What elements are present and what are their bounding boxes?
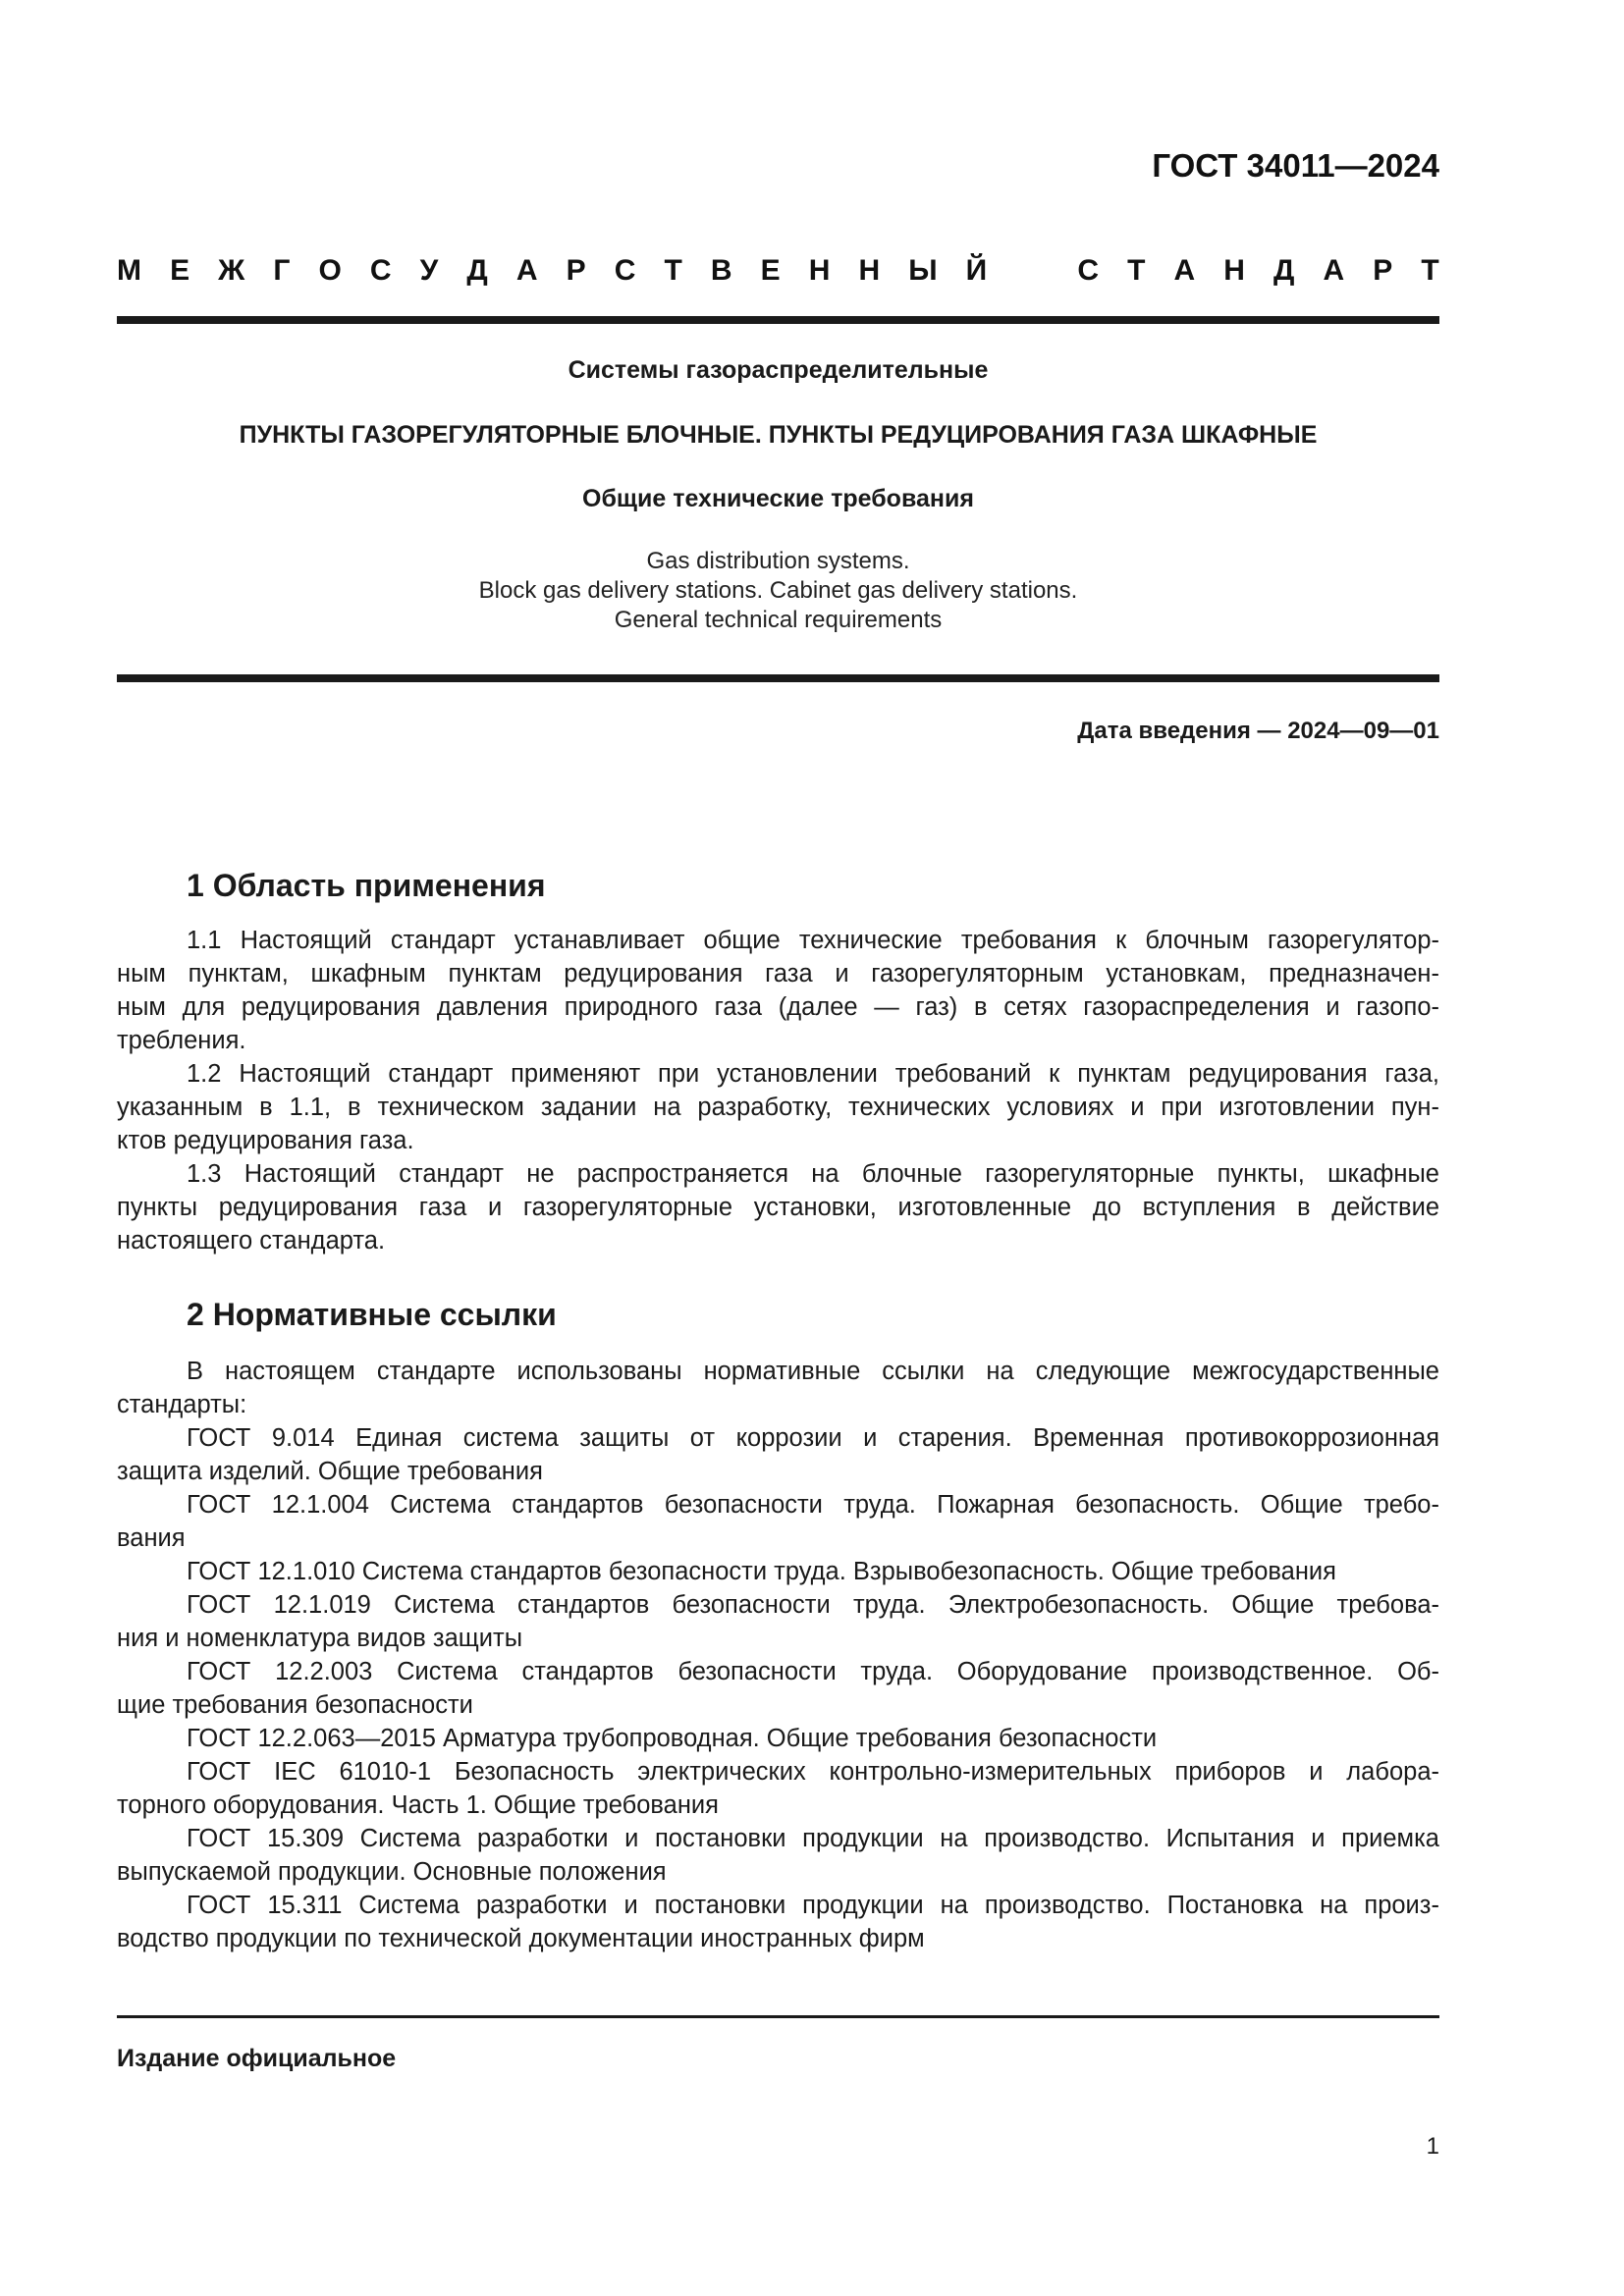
banner-letter: Е (170, 254, 190, 287)
page-number: 1 (1426, 2133, 1439, 2160)
document-number: ГОСТ 34011—2024 (1152, 147, 1439, 184)
text-line: указанным в 1.1, в техническом задании на разработку, технических условиях и при изготовлении пун- (117, 1094, 1439, 1121)
text-line: вания (117, 1524, 186, 1552)
text-line: пункты редуцирования газа и газорегуляторные установки, изготовленные до вступления в действие (117, 1194, 1439, 1221)
text-line: ГОСТ 12.1.004 Система стандартов безопасности труда. Пожарная безопасность. Общие требо- (187, 1491, 1439, 1519)
text-line: защита изделий. Общие требования (117, 1458, 543, 1485)
banner-letter: В (710, 254, 732, 287)
banner-letter: Н (858, 254, 881, 287)
section-references-text (117, 1355, 1439, 1955)
top-divider (117, 316, 1439, 324)
banner-letter: Т (1421, 254, 1439, 287)
banner-letter: Р (566, 254, 586, 287)
text-line: торного оборудования. Часть 1. Общие требования (117, 1791, 719, 1819)
text-line: ГОСТ 12.2.063—2015 Арматура трубопроводная. Общие требования безопасности (187, 1725, 1158, 1752)
title-system: Системы газораспределительные (568, 356, 989, 384)
text-line: ным пунктам, шкафным пунктам редуцирования газа и газорегуляторным установкам, предназначен- (117, 960, 1439, 988)
text-line: ГОСТ IEC 61010-1 Безопасность электрических контрольно-измерительных приборов и лабора- (187, 1758, 1439, 1786)
banner-letter: Д (1273, 254, 1295, 287)
banner-letter: А (515, 254, 538, 287)
banner-letter: Н (808, 254, 831, 287)
banner-letter: Г (273, 254, 291, 287)
banner-letter: Е (760, 254, 781, 287)
text-line: ГОСТ 15.311 Система разработки и постановки продукции на производство. Постановка на произ- (187, 1892, 1439, 1919)
title-main: ПУНКТЫ ГАЗОРЕГУЛЯТОРНЫЕ БЛОЧНЫЕ. ПУНКТЫ РЕДУЦИРОВАНИЯ ГАЗА ШКАФНЫЕ (239, 421, 1318, 449)
banner-letter: Т (664, 254, 682, 287)
banner-letter: Н (1223, 254, 1245, 287)
banner-letter: М (117, 254, 141, 287)
banner-letter: Ы (908, 254, 938, 287)
section-scope-text (117, 924, 1439, 1257)
text-line: 1.3 Настоящий стандарт не распространяется на блочные газорегуляторные пункты, шкафные (187, 1160, 1439, 1188)
introduction-date: Дата введения — 2024—09—01 (1077, 718, 1439, 744)
official-edition-label: Издание официальное (117, 2045, 397, 2072)
text-line: водство продукции по технической документации иностранных фирм (117, 1925, 925, 1952)
banner-letter: С (1077, 254, 1100, 287)
title-english-line: General technical requirements (614, 607, 943, 633)
section-heading-scope: 1 Область применения (187, 868, 546, 903)
banner-letter: Й (965, 254, 988, 287)
text-line: ГОСТ 9.014 Единая система защиты от коррозии и старения. Временная противокоррозионная (187, 1424, 1439, 1452)
banner-letter: Р (1373, 254, 1393, 287)
banner-letter: А (1173, 254, 1196, 287)
text-line: требления. (117, 1027, 246, 1054)
banner-letter: С (614, 254, 636, 287)
banner-letter: Т (1127, 254, 1146, 287)
interstate-standard-banner (117, 251, 1439, 291)
title-divider (117, 674, 1439, 682)
text-line: ГОСТ 12.1.010 Система стандартов безопасности труда. Взрывобезопасность. Общие требования (187, 1558, 1336, 1585)
banner-letter: У (419, 254, 439, 287)
banner-letter: Ж (218, 254, 245, 287)
text-line: ГОСТ 15.309 Система разработки и постановки продукции на производство. Испытания и приемка (187, 1825, 1439, 1852)
banner-letter: А (1323, 254, 1345, 287)
section-heading-references: 2 Нормативные ссылки (187, 1297, 557, 1332)
text-line: щие требования безопасности (117, 1691, 473, 1719)
title-english-line: Block gas delivery stations. Cabinet gas delivery stations. (478, 577, 1078, 604)
title-subtitle: Общие технические требования (582, 485, 974, 512)
text-line: выпускаемой продукции. Основные положения (117, 1858, 667, 1886)
title-english (117, 547, 1439, 635)
text-line: 1.2 Настоящий стандарт применяют при установлении требований к пунктам редуцирования газа, (187, 1060, 1439, 1088)
banner-letter: С (369, 254, 392, 287)
text-line: В настоящем стандарте использованы нормативные ссылки на следующие межгосударственные (187, 1358, 1439, 1385)
text-line: 1.1 Настоящий стандарт устанавливает общие технические требования к блочным газорегулятор- (187, 927, 1439, 954)
text-line: стандарты: (117, 1391, 247, 1418)
text-line: ГОСТ 12.2.003 Система стандартов безопасности труда. Оборудование производственное. Об- (187, 1658, 1439, 1685)
text-line: ктов редуцирования газа. (117, 1127, 414, 1154)
text-line: ния и номенклатура видов защиты (117, 1625, 523, 1652)
banner-letter: Д (466, 254, 488, 287)
text-line: ным для редуцирования давления природного газа (далее — газ) в сетях газораспределения и газопо- (117, 993, 1439, 1021)
banner-letter: О (318, 254, 342, 287)
text-line: настоящего стандарта. (117, 1227, 386, 1255)
footer-divider (117, 2015, 1439, 2018)
title-english-line: Gas distribution systems. (646, 548, 910, 574)
text-line: ГОСТ 12.1.019 Система стандартов безопасности труда. Электробезопасность. Общие требова- (187, 1591, 1439, 1619)
